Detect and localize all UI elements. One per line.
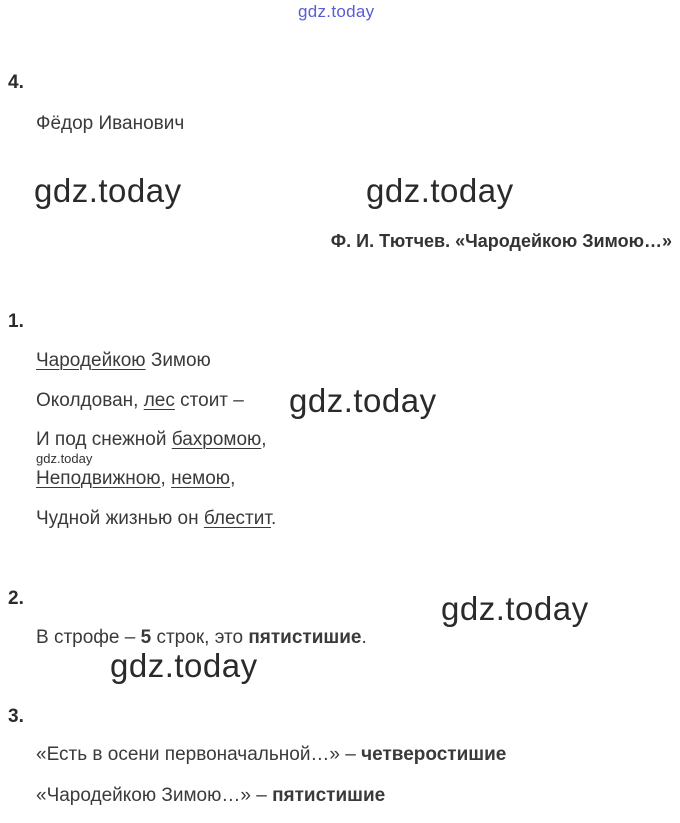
- line-text: стоит –: [174, 390, 244, 411]
- underlined-word: немою: [171, 468, 231, 489]
- watermark: gdz.today: [110, 647, 258, 684]
- poem-line-1: [36, 350, 211, 372]
- line-text: ,: [160, 468, 172, 489]
- comparison-row-2: [36, 785, 385, 807]
- line-text: ,: [230, 468, 236, 489]
- watermark: gdz.today: [34, 172, 182, 209]
- comparison-row-1: [36, 744, 506, 766]
- line-text: Чудной жизнью он: [36, 508, 204, 529]
- line-text: ,: [261, 429, 267, 450]
- watermark: gdz.today: [441, 590, 589, 627]
- watermark: gdz.today: [366, 172, 514, 209]
- section-number-1: 1.: [8, 311, 24, 332]
- line-count: 5: [140, 627, 152, 648]
- poem-line-4: [36, 468, 235, 490]
- line-text: «Есть в осени первоначальной…» –: [36, 744, 362, 765]
- watermark: gdz.today: [289, 382, 437, 419]
- line-text: В строфе –: [36, 627, 141, 648]
- section-number-2: 2.: [8, 588, 24, 609]
- underlined-word: лес: [143, 390, 175, 411]
- answer-stanza: [36, 627, 367, 649]
- line-text: Околдован,: [36, 390, 144, 411]
- watermark-small: gdz.today: [36, 451, 93, 466]
- underlined-word: блестит: [203, 508, 271, 529]
- underlined-word: Чародейкою: [36, 350, 146, 371]
- poem-line-5: [36, 508, 276, 530]
- section-number-4: 4.: [8, 72, 24, 93]
- poem-line-2: [36, 390, 244, 412]
- line-text: Зимою: [145, 350, 211, 371]
- stanza-term: пятистишие: [272, 785, 386, 806]
- stanza-term: четверостишие: [361, 744, 507, 765]
- answer-text-author: Фёдор Иванович: [36, 113, 185, 134]
- line-text: строк, это: [151, 627, 249, 648]
- poem-heading: Ф. И. Тютчев. «Чародейкою Зимою…»: [330, 231, 672, 251]
- line-text: .: [270, 508, 277, 529]
- watermark-top: gdz.today: [298, 2, 375, 21]
- poem-line-3: [36, 429, 267, 451]
- underlined-word: бахромою: [171, 429, 262, 450]
- line-text: И под снежной: [36, 429, 172, 450]
- line-text: «Чародейкою Зимою…» –: [36, 785, 273, 806]
- section-number-3: 3.: [8, 706, 24, 727]
- line-text: .: [361, 627, 367, 648]
- underlined-word: Неподвижною: [36, 468, 161, 489]
- stanza-term: пятистишие: [248, 627, 362, 648]
